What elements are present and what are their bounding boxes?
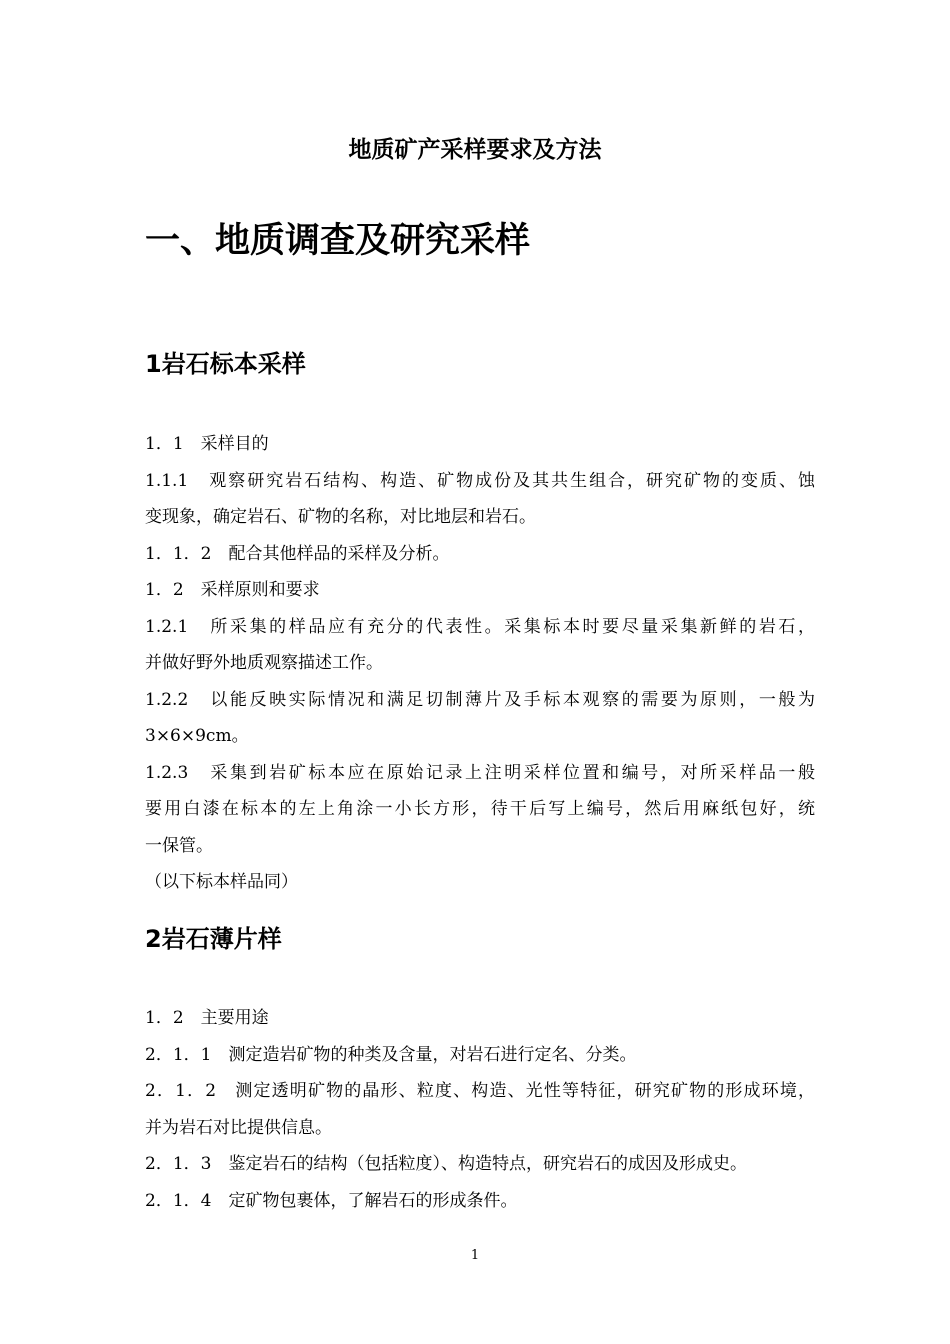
section-body-thin-section	[145, 1000, 815, 1219]
paragraph-line: （以下标本样品同）	[145, 872, 298, 892]
paragraph-line: 2．1．3 鉴定岩石的结构（包括粒度）、构造特点，研究岩石的成因及形成史。	[145, 1154, 747, 1174]
paragraph-line: 2．1．1 测定造岩矿物的种类及含量，对岩石进行定名、分类。	[145, 1044, 637, 1065]
document-title: 地质矿产采样要求及方法	[348, 137, 602, 163]
paragraph-line: 并做好野外地质观察描述工作。	[145, 653, 383, 673]
part-heading: 一、地质调查及研究采样	[145, 221, 531, 261]
paragraph-line: 要用白漆在标本的左上角涂一小长方形，待干后写上编号，然后用麻纸包好，统	[145, 799, 815, 819]
paragraph-line: 2．1．2 测定透明矿物的晶形、粒度、构造、光性等特征，研究矿物的形成环境，	[145, 1081, 815, 1101]
paragraph-line: 一保管。	[145, 835, 213, 856]
paragraph-line: 1．1．2 配合其他样品的采样及分析。	[145, 543, 450, 564]
paragraph-line: 3×6×9cm。	[145, 726, 249, 746]
paragraph-line: 2．1．4 定矿物包裹体，了解岩石的形成条件。	[145, 1190, 518, 1211]
paragraph-line: 并为岩石对比提供信息。	[145, 1117, 332, 1138]
paragraph-line: 1．2 采样原则和要求	[145, 580, 320, 600]
paragraph-line: 1.2.1 所采集的样品应有充分的代表性。采集标本时要尽量采集新鲜的岩石，	[145, 616, 815, 637]
paragraph-line: 1.2.2 以能反映实际情况和满足切制薄片及手标本观察的需要为原则，一般为	[145, 689, 815, 710]
paragraph-line: 1.2.3 采集到岩矿标本应在原始记录上注明采样位置和编号，对所采样品一般	[145, 762, 815, 783]
page-number: 1	[470, 1248, 480, 1263]
paragraph-line: 1．2 主要用途	[145, 1008, 269, 1028]
paragraph-line: 变现象，确定岩石、矿物的名称，对比地层和岩石。	[145, 507, 536, 527]
section-heading-thin-section: 2岩石薄片样	[145, 925, 282, 953]
section-body-rock-specimen	[145, 426, 815, 901]
paragraph-line: 1.1.1 观察研究岩石结构、构造、矿物成份及其共生组合，研究矿物的变质、蚀	[145, 470, 815, 491]
paragraph-line: 1．1 采样目的	[145, 434, 269, 454]
section-heading-rock-specimen: 1岩石标本采样	[145, 350, 306, 378]
